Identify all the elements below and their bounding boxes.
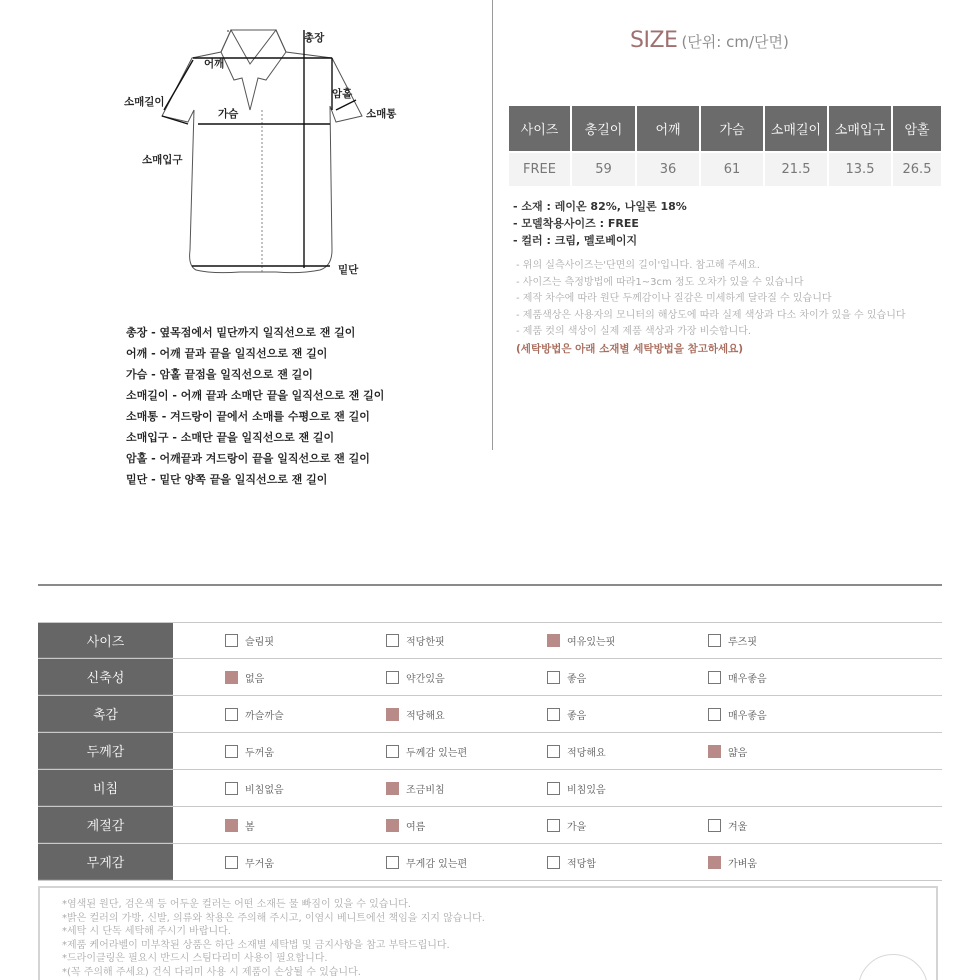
fit-option[interactable] <box>334 696 495 732</box>
size-header-cell: 암홀 <box>892 106 942 152</box>
fit-option[interactable] <box>656 659 817 695</box>
vertical-divider <box>492 0 493 450</box>
fit-option[interactable] <box>334 770 495 806</box>
diagram-label-chest: 가슴 <box>218 108 239 120</box>
checked-box-icon[interactable] <box>547 634 560 647</box>
fit-option[interactable] <box>173 770 334 806</box>
size-cell: 59 <box>571 152 636 186</box>
fit-option[interactable] <box>334 659 495 695</box>
checked-box-icon[interactable] <box>708 745 721 758</box>
fit-option-label: 까슬까슬 <box>245 710 284 722</box>
fit-row <box>38 844 942 881</box>
checkbox-icon[interactable] <box>225 856 238 869</box>
size-table-header-row <box>509 106 942 152</box>
fit-row-label: 계절감 <box>38 807 173 843</box>
fit-option-label: 약간있음 <box>406 673 445 685</box>
size-title <box>630 28 789 53</box>
size-header-cell: 총길이 <box>571 106 636 152</box>
care-line: *세탁 시 단독 세탁해 주시기 바랍니다. <box>62 926 231 937</box>
fit-option[interactable] <box>495 733 656 769</box>
size-table-row <box>509 152 942 186</box>
definition-chest: 가슴 - 암홀 끝점을 일직선으로 잰 길이 <box>126 368 313 381</box>
fit-option-label: 가을 <box>567 821 587 833</box>
size-cell: 21.5 <box>764 152 828 186</box>
fit-option-label: 좋음 <box>567 710 587 722</box>
fit-row <box>38 659 942 696</box>
checkbox-icon[interactable] <box>547 708 560 721</box>
fit-option[interactable] <box>334 733 495 769</box>
diagram-label-armhole: 암홀 <box>332 88 353 100</box>
definition-sleeve-width: 소매통 - 겨드랑이 끝에서 소매를 수평으로 잰 길이 <box>126 410 370 423</box>
size-cell: 61 <box>700 152 764 186</box>
fit-option[interactable] <box>173 807 334 843</box>
fit-option-label: 매우좋음 <box>728 710 767 722</box>
fit-row-label: 촉감 <box>38 696 173 732</box>
fit-row <box>38 696 942 733</box>
checked-box-icon[interactable] <box>386 782 399 795</box>
fit-option-label: 여름 <box>406 821 426 833</box>
size-cell: 26.5 <box>892 152 942 186</box>
checkbox-icon[interactable] <box>386 856 399 869</box>
fit-option-label: 루즈핏 <box>728 637 757 648</box>
size-cell: FREE <box>509 152 571 186</box>
checkbox-icon[interactable] <box>547 856 560 869</box>
checked-box-icon[interactable] <box>386 819 399 832</box>
fit-option-label: 겨울 <box>728 821 748 833</box>
fit-attribute-grid <box>38 622 942 881</box>
material-model-size: - 모델착용사이즈 : FREE <box>513 217 639 230</box>
size-notes <box>516 258 936 358</box>
checkbox-icon[interactable] <box>386 745 399 758</box>
care-line: *밝은 컬러의 가방, 신발, 의류와 착용은 주의해 주시고, 이염시 베니트에선 책임을 지지 않습니다. <box>62 912 485 924</box>
diagram-label-sleeve-width: 소매통 <box>366 108 397 120</box>
checkbox-icon[interactable] <box>225 745 238 758</box>
fit-row <box>38 770 942 807</box>
fit-option-label: 슬림핏 <box>245 637 274 648</box>
fit-option[interactable] <box>656 844 817 880</box>
fit-option-label: 조금비침 <box>406 784 445 796</box>
care-notes-box <box>38 886 938 980</box>
fit-row <box>38 622 942 659</box>
fit-option[interactable] <box>656 623 817 658</box>
definition-sleeve-length: 소매길이 - 어깨 끝과 소매단 끝을 일직선으로 잰 길이 <box>126 389 385 402</box>
fit-option-label: 가벼움 <box>728 858 757 870</box>
size-header-cell: 소매길이 <box>764 106 828 152</box>
horizontal-divider <box>38 584 942 586</box>
fit-option[interactable] <box>173 844 334 880</box>
fit-option-label: 무거움 <box>245 858 274 870</box>
fit-option[interactable] <box>334 844 495 880</box>
checkbox-icon[interactable] <box>708 708 721 721</box>
fit-row-label: 신축성 <box>38 659 173 695</box>
fit-row-label: 두께감 <box>38 733 173 769</box>
diagram-label-hem: 밑단 <box>338 264 359 276</box>
checked-box-icon[interactable] <box>225 819 238 832</box>
fit-option[interactable] <box>495 696 656 732</box>
size-unit: (단위: cm/단면) <box>681 33 789 51</box>
care-line: *제품 케어라벨이 미부착된 상품은 하단 소재별 세탁법 및 금지사항을 참고 부탁드립니다. <box>62 939 450 951</box>
fit-option-label: 적당한핏 <box>406 637 445 648</box>
fit-option[interactable] <box>656 733 817 769</box>
size-cell: 13.5 <box>828 152 892 186</box>
size-header-cell: 소매입구 <box>828 106 892 152</box>
care-line: *염색된 원단, 검은색 등 어두운 컬러는 어떤 소재든 물 빠짐이 있을 수 있습니다. <box>62 899 411 910</box>
checkbox-icon[interactable] <box>547 819 560 832</box>
note-line: - 사이즈는 측정방법에 따라1~3cm 정도 오차가 있을 수 있습니다 <box>516 276 804 288</box>
checkbox-icon[interactable] <box>708 819 721 832</box>
care-line: *드라이클링은 필요시 반드시 스팀다리미 사용이 필요합니다. <box>62 953 328 964</box>
fit-option-label: 좋음 <box>567 673 587 685</box>
size-header-cell: 사이즈 <box>509 106 571 152</box>
size-header-cell: 가슴 <box>700 106 764 152</box>
material-fabric: - 소재 : 레이온 82%, 나일론 18% <box>513 200 687 213</box>
fit-option-label: 두께감 있는편 <box>406 747 468 759</box>
definition-shoulder: 어깨 - 어깨 끝과 끝을 일직선으로 잰 길이 <box>126 347 328 360</box>
fit-option[interactable] <box>173 623 334 658</box>
fit-option-label: 비침있음 <box>567 784 606 796</box>
fit-option-label: 매우좋음 <box>728 673 767 685</box>
checked-box-icon[interactable] <box>225 671 238 684</box>
checked-box-icon[interactable] <box>386 708 399 721</box>
size-heading: SIZE <box>630 28 678 53</box>
note-line: - 제작 차수에 따라 원단 두께감이나 질감은 미세하게 달라질 수 있습니다 <box>516 293 832 304</box>
checkbox-icon[interactable] <box>225 782 238 795</box>
fit-option[interactable] <box>495 659 656 695</box>
fit-option-label: 봄 <box>245 821 255 833</box>
fit-option[interactable] <box>334 807 495 843</box>
note-wash-reference: (세탁방법은 아래 소재별 세탁방법을 참고하세요) <box>516 342 744 355</box>
fit-option[interactable] <box>656 696 817 732</box>
checkbox-icon[interactable] <box>225 634 238 647</box>
size-table <box>509 106 943 186</box>
checkbox-icon[interactable] <box>708 671 721 684</box>
checkbox-icon[interactable] <box>225 708 238 721</box>
material-colors: - 컬러 : 크림, 멜로베이지 <box>513 234 638 247</box>
fit-option-label: 얇음 <box>728 747 748 759</box>
fit-row-label: 사이즈 <box>38 623 173 658</box>
checkbox-icon[interactable] <box>547 782 560 795</box>
fit-option[interactable] <box>495 844 656 880</box>
fit-option-label: 여유있는핏 <box>567 637 616 648</box>
fit-option-label: 무게감 있는편 <box>406 858 468 870</box>
fit-option-label: 없음 <box>245 673 265 685</box>
size-cell: 36 <box>636 152 700 186</box>
care-line: *(꼭 주의해 주세요) 건식 다리미 사용 시 제품이 손상될 수 있습니다. <box>62 966 361 978</box>
fit-option[interactable] <box>173 733 334 769</box>
fit-option-label: 적당함 <box>567 858 596 870</box>
fit-row <box>38 733 942 770</box>
fit-option[interactable] <box>495 623 656 658</box>
fit-option-label: 적당해요 <box>567 747 606 759</box>
fit-option[interactable] <box>334 623 495 658</box>
material-info <box>513 198 687 249</box>
checkbox-icon[interactable] <box>547 671 560 684</box>
note-line: - 위의 실측사이즈는'단면의 길이'입니다. 참고해 주세요. <box>516 260 760 271</box>
fit-row-label: 무게감 <box>38 844 173 880</box>
fit-option-label: 적당해요 <box>406 710 445 722</box>
fit-option[interactable] <box>656 807 817 843</box>
fit-option[interactable] <box>173 696 334 732</box>
note-line: - 제품색상은 사용자의 모니터의 해상도에 따라 실제 색상과 다소 차이가 있을 수 있습니다 <box>516 309 906 321</box>
size-header-cell: 어깨 <box>636 106 700 152</box>
fit-row-label: 비침 <box>38 770 173 806</box>
definition-armhole: 암홀 - 어깨끝과 겨드랑이 끝을 일직선으로 잰 길이 <box>126 452 370 465</box>
checkbox-icon[interactable] <box>547 745 560 758</box>
definition-total-length: 총장 - 옆목점에서 밑단까지 일직선으로 잰 길이 <box>126 326 356 339</box>
note-line: - 제품 컷의 색상이 실제 제품 색상과 가장 비슷합니다. <box>516 326 752 337</box>
fit-option[interactable] <box>173 659 334 695</box>
checkbox-icon[interactable] <box>386 634 399 647</box>
fit-row <box>38 807 942 844</box>
checked-box-icon[interactable] <box>708 856 721 869</box>
checkbox-icon[interactable] <box>386 671 399 684</box>
diagram-label-sleeve-opening: 소매입구 <box>142 154 183 166</box>
definition-hem: 밑단 - 밑단 양쪽 끝을 일직선으로 잰 길이 <box>126 473 328 486</box>
diagram-label-shoulder: 어깨 <box>204 58 225 70</box>
fit-option-label: 비침없음 <box>245 784 284 796</box>
measurement-definitions <box>126 322 476 490</box>
measurement-diagram <box>100 20 420 310</box>
definition-sleeve-opening: 소매입구 - 소매단 끝을 일직선으로 잰 길이 <box>126 431 335 444</box>
checkbox-icon[interactable] <box>708 634 721 647</box>
fit-option[interactable] <box>495 770 656 806</box>
diagram-label-total-length: 총장 <box>304 32 325 44</box>
fit-option[interactable] <box>495 807 656 843</box>
fit-option-label: 두꺼움 <box>245 747 274 759</box>
diagram-label-sleeve-length: 소매길이 <box>124 96 165 108</box>
